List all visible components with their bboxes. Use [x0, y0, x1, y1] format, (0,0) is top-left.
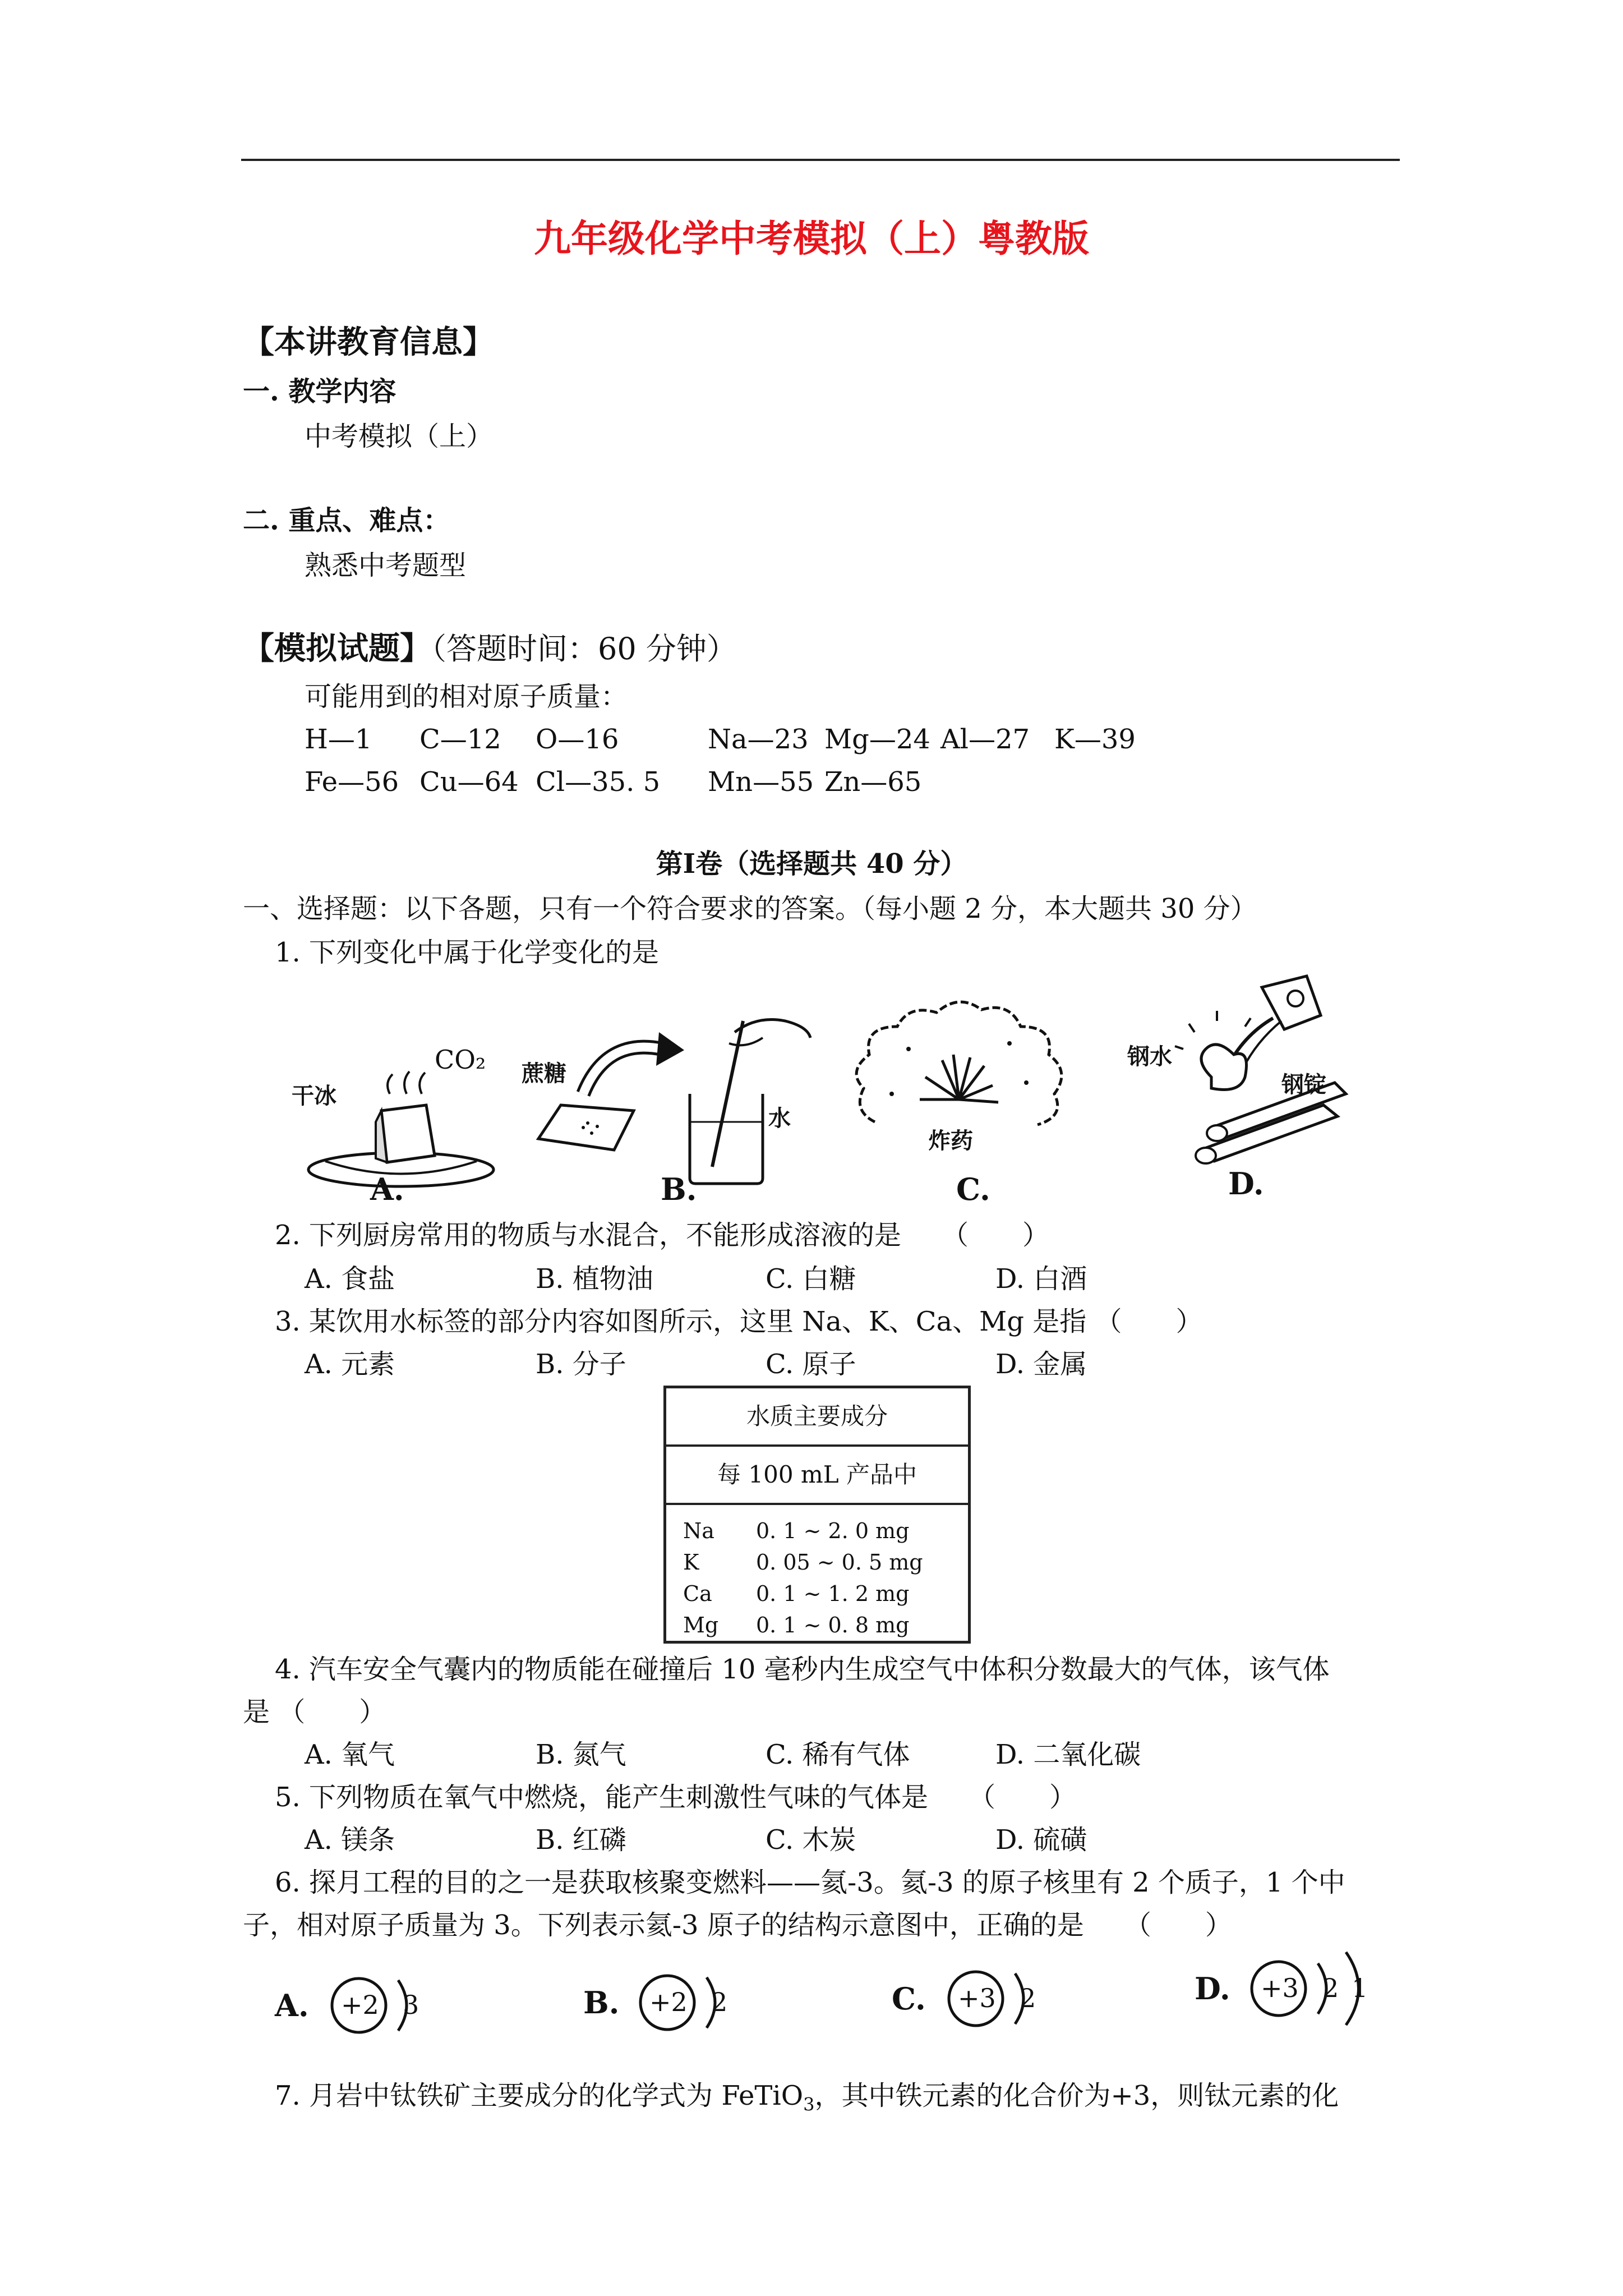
- q6-option-b: [583, 1961, 751, 2045]
- water-label-row-ca: [683, 1578, 910, 1609]
- q1-a-label-dry-ice: 干冰: [292, 1083, 336, 1109]
- q3-option-a: A. 元素: [305, 1349, 395, 1380]
- part1-heading: 第Ⅰ卷（选择题共 40 分）: [656, 848, 967, 880]
- section2-text: 熟悉中考题型: [305, 550, 467, 581]
- q1-d-label-steel-ingot: 钢锭: [1281, 1071, 1326, 1098]
- q6-c-shell-1: 2: [1020, 1983, 1036, 2013]
- mass-al: Al—27: [940, 724, 1030, 755]
- header-rule: [241, 159, 1400, 161]
- q6-a-label: A.: [275, 1987, 309, 2023]
- q6-d-shell-1: 2: [1322, 1973, 1339, 2003]
- mass-fe: Fe—56: [305, 766, 399, 798]
- q6-c-nucleus: +3: [958, 1983, 996, 2013]
- element-value: 0. 05 ~ 0. 5 mg: [756, 1550, 923, 1575]
- page-title: 九年级化学中考模拟（上）粤教版: [534, 217, 1089, 260]
- q7-stem-part2: ，其中铁元素的化合价为+3，则钛元素的化: [814, 2080, 1339, 2111]
- q1-c-label-explosive: 炸药: [928, 1128, 973, 1154]
- q2-option-b: B. 植物油: [536, 1263, 653, 1295]
- mock-heading: 【模拟试题】: [243, 630, 431, 667]
- q6-a-shell-1: 3: [403, 1990, 419, 2020]
- element-name: Na: [683, 1519, 714, 1543]
- q7-subscript: 3: [803, 2093, 815, 2115]
- q5-option-a: A. 镁条: [305, 1824, 395, 1856]
- q4-stem-line1: 4. 汽车安全气囊内的物质能在碰撞后 10 毫秒内生成空气中体积分数最大的气体，该气体: [275, 1654, 1330, 1685]
- element-name: K: [683, 1550, 699, 1575]
- q6-option-c: [892, 1957, 1060, 2041]
- q1-option-c: C.: [956, 1171, 990, 1207]
- q6-b-nucleus: +2: [649, 1987, 688, 2017]
- q6-b-shell-1: 2: [711, 1987, 728, 2017]
- q1-a-label-co2: CO₂: [435, 1045, 486, 1075]
- q5-option-c: C. 木炭: [766, 1824, 856, 1856]
- element-name: Ca: [683, 1581, 712, 1606]
- mass-h: H—1: [305, 724, 372, 755]
- water-label-subtitle: 每 100 mL 产品中: [666, 1447, 968, 1505]
- q1-option-a: A.: [370, 1171, 404, 1207]
- q6-option-d: [1195, 1944, 1396, 2033]
- q1-b-label-water: 水: [768, 1105, 791, 1131]
- q2-option-a: A. 食盐: [305, 1263, 395, 1295]
- mock-heading-line: [243, 632, 737, 667]
- q4-stem-line2: 是 （ ）: [243, 1696, 386, 1728]
- mass-k: K—39: [1054, 724, 1136, 755]
- q6-d-nucleus: +3: [1261, 1973, 1299, 2003]
- q6-stem-line2: 子，相对原子质量为 3。下列表示氦-3 原子的结构示意图中，正确的是 （ ）: [243, 1910, 1232, 1941]
- q6-b-label: B.: [583, 1985, 620, 2021]
- water-label-row-na: [683, 1515, 910, 1547]
- q1-b-label-sugar: 蔗糖: [522, 1060, 566, 1087]
- element-value: 0. 1 ~ 0. 8 mg: [756, 1613, 910, 1637]
- q4-option-d: D. 二氧化碳: [995, 1739, 1141, 1770]
- q2-option-c: C. 白糖: [766, 1263, 856, 1295]
- q3-stem: 3. 某饮用水标签的部分内容如图所示，这里 Na、K、Ca、Mg 是指 （ ）: [275, 1306, 1203, 1337]
- q1-option-b: B.: [661, 1171, 697, 1207]
- mass-mg: Mg—24: [824, 724, 930, 755]
- q3-option-b: B. 分子: [536, 1349, 626, 1380]
- q7-stem: [275, 2079, 1339, 2122]
- q4-option-c: C. 稀有气体: [766, 1739, 910, 1770]
- section2-heading: 二. 重点、难点：: [243, 505, 450, 536]
- element-name: Mg: [683, 1613, 719, 1637]
- q5-option-d: D. 硫磺: [995, 1824, 1087, 1856]
- water-label-row-mg: [683, 1609, 910, 1641]
- water-label-table: [663, 1386, 971, 1644]
- section1-text: 中考模拟（上）: [305, 421, 494, 452]
- mass-o: O—16: [536, 724, 619, 755]
- mass-zn: Zn—65: [824, 766, 922, 798]
- q5-stem: 5. 下列物质在氧气中燃烧，能产生刺激性气味的气体是 （ ）: [275, 1782, 1077, 1813]
- q3-option-c: C. 原子: [766, 1349, 856, 1380]
- water-label-title: 水质主要成分: [666, 1388, 968, 1447]
- q1-stem: 1. 下列变化中属于化学变化的是: [275, 937, 660, 968]
- mass-c: C—12: [419, 724, 501, 755]
- water-label-row-k: [683, 1547, 923, 1578]
- q6-a-nucleus: +2: [341, 1990, 379, 2020]
- q4-option-b: B. 氮气: [536, 1739, 626, 1770]
- q1-d-label-molten-steel: 钢水: [1127, 1043, 1172, 1070]
- q1-figure-b: [522, 999, 813, 1200]
- q7-stem-part1: 7. 月岩中钛铁矿主要成分的化学式为 FeTiO: [275, 2080, 804, 2111]
- q6-c-label: C.: [892, 1981, 926, 2017]
- element-value: 0. 1 ~ 2. 0 mg: [756, 1519, 910, 1543]
- q5-option-b: B. 红磷: [536, 1824, 626, 1856]
- sugar-dissolving-illustration: [522, 999, 813, 1200]
- q6-stem-line1: 6. 探月工程的目的之一是获取核聚变燃料——氦-3。氦-3 的原子核里有 2 个质子，1 个中: [275, 1867, 1345, 1898]
- mass-cl: Cl—35. 5: [536, 766, 661, 798]
- mass-na: Na—23: [708, 724, 809, 755]
- q1-figure-d: [1127, 965, 1363, 1167]
- mass-intro: 可能用到的相对原子质量：: [305, 681, 628, 712]
- q4-option-a: A. 氧气: [305, 1739, 395, 1770]
- section1-heading: 一. 教学内容: [243, 376, 396, 407]
- answer-time: （答题时间：60 分钟）: [431, 631, 737, 666]
- q2-option-d: D. 白酒: [995, 1263, 1087, 1295]
- q6-d-label: D.: [1195, 1971, 1230, 2007]
- q3-option-d: D. 金属: [995, 1349, 1087, 1380]
- mass-cu: Cu—64: [419, 766, 519, 798]
- q1-option-d: D.: [1228, 1166, 1264, 1202]
- element-value: 0. 1 ~ 1. 2 mg: [756, 1581, 910, 1606]
- q6-option-a: [275, 1963, 443, 2047]
- info-heading: 【本讲教育信息】: [243, 324, 494, 361]
- q6-d-shell-2: 1: [1352, 1973, 1368, 2003]
- q2-stem: 2. 下列厨房常用的物质与水混合，不能形成溶液的是 （ ）: [275, 1220, 1050, 1251]
- mass-mn: Mn—55: [708, 766, 814, 798]
- section-choice-heading: 一、选择题：以下各题，只有一个符合要求的答案。（每小题 2 分，本大题共 30 分）: [243, 893, 1257, 924]
- q1-figure-c: [841, 987, 1077, 1178]
